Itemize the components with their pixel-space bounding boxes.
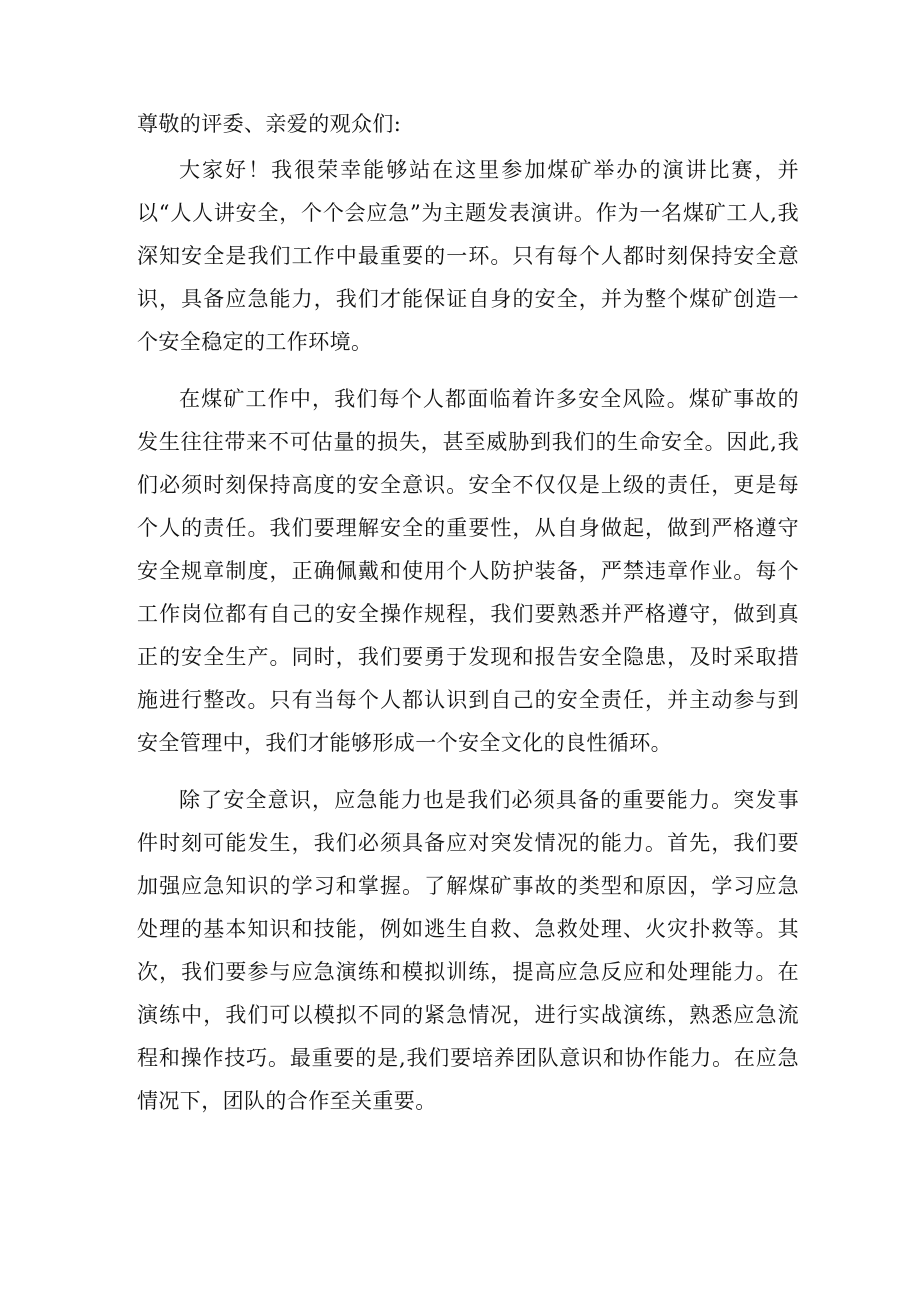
salutation: 尊敬的评委、亲爱的观众们: [137,112,402,136]
paragraph: 除了安全意识，应急能力也是我们必须具备的重要能力。突发事件时刻可能发生，我们必须具备应对突发情况的能力。首先，我们要加强应急知识的学习和掌握。了解煤矿事故的类型和原因，学习应急处理的基本知识和技能，例如逃生自救、急救处理、火灾扑救等。其次，我们要参与应急演练和模拟训练，提高应急反应和处理能力。在演练中，我们可以模拟不同的紧急情况，进行实战演练，熟悉应急流程和操作技巧。最重要的是,我们要培养团队意识和协作能力。在应急情况下，团队的合作至关重要。 [137,788,799,1113]
document-body [137,103,799,1123]
paragraph: 在煤矿工作中，我们每个人都面临着许多安全风险。煤矿事故的发生往往带来不可估量的损失，甚至威胁到我们的生命安全。因此,我们必须时刻保持高度的安全意识。安全不仅仅是上级的责任，更是每个人的责任。我们要理解安全的重要性，从自身做起，做到严格遵守安全规章制度，正确佩戴和使用个人防护装备，严禁违章作业。每个工作岗位都有自己的安全操作规程，我们要熟悉并严格遵守，做到真正的安全生产。同时，我们要勇于发现和报告安全隐患，及时采取措施进行整改。只有当每个人都认识到自己的安全责任，并主动参与到安全管理中，我们才能够形成一个安全文化的良性循环。 [137,387,799,755]
paragraph: 大家好！我很荣幸能够站在这里参加煤矿举办的演讲比赛，并以“人人讲安全，个个会应急”为主题发表演讲。作为一名煤矿工人,我深知安全是我们工作中最重要的一环。只有每个人都时刻保持安全意识，具备应急能力，我们才能保证自身的安全，并为整个煤矿创造一个安全稳定的工作环境。 [137,158,799,354]
